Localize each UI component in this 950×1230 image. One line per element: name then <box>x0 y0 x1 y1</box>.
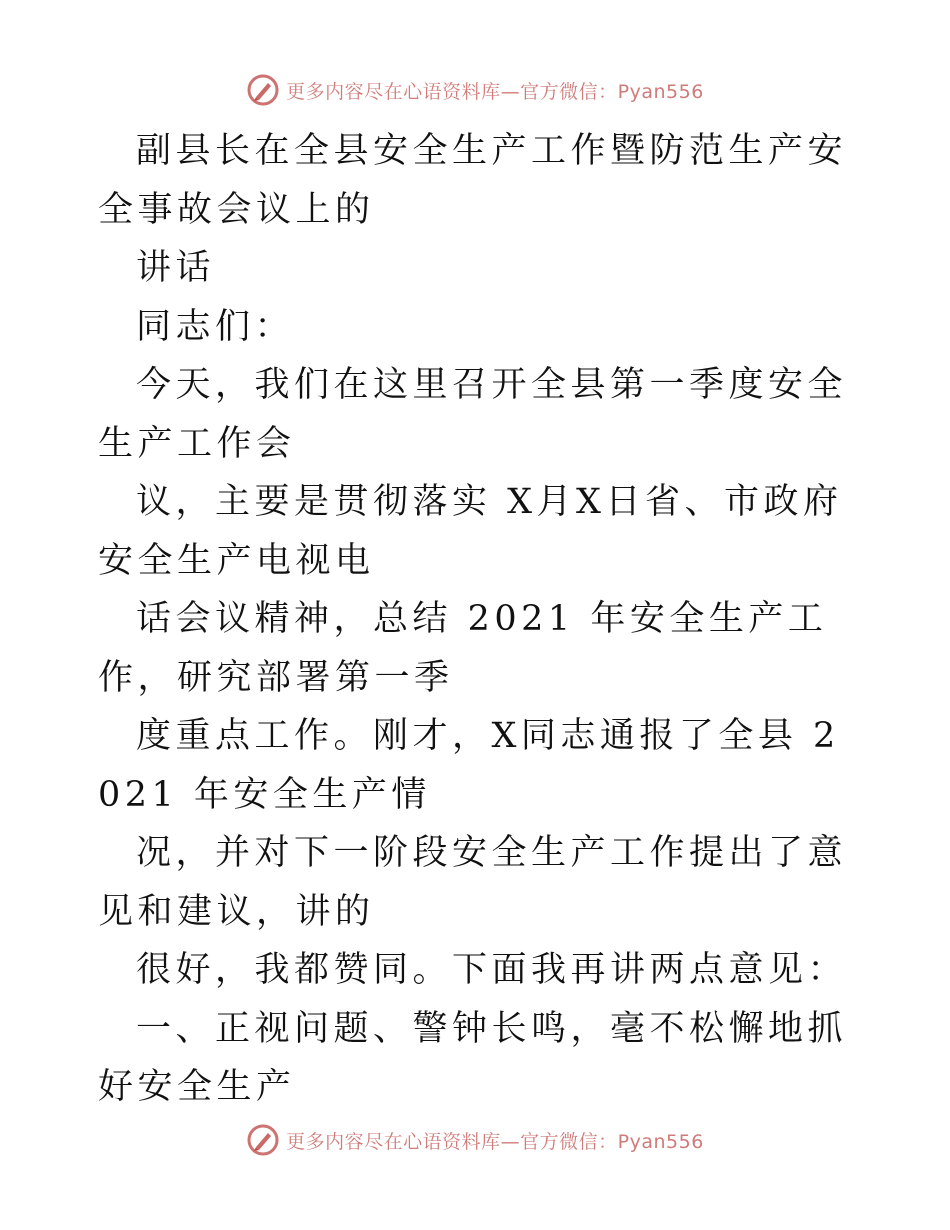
paragraph-body: 度重点工作。刚才，X同志通报了全县 2021 年安全生产情 <box>98 716 840 815</box>
pen-logo-icon <box>246 1123 280 1157</box>
paragraph-title: 副县长在全县安全生产工作暨防范生产安全事故会议上的 <box>98 131 848 230</box>
paragraph-body: 议，主要是贯彻落实 X月X日省、市政府安全生产电视电 <box>98 482 843 581</box>
paragraph-body: 况，并对下一阶段安全生产工作提出了意见和建议，讲的 <box>98 833 848 932</box>
header-watermark <box>0 70 950 110</box>
paragraph-title-cont: 讲话 <box>136 248 216 288</box>
pen-logo-icon <box>246 73 280 107</box>
watermark-text: 更多内容尽在心语资料库—官方微信：Pyan556 <box>286 80 704 103</box>
watermark-text: 更多内容尽在心语资料库—官方微信：Pyan556 <box>286 1130 704 1153</box>
footer-watermark <box>0 1120 950 1160</box>
paragraph-salutation: 同志们： <box>136 306 295 347</box>
paragraph-heading: 一、正视问题、警钟长鸣，毫不松懈地抓好安全生产 <box>98 1008 848 1107</box>
paragraph-body: 话会议精神，总结 2021 年安全生产工作，研究部署第一季 <box>98 599 828 698</box>
paragraph-body: 今天，我们在这里召开全县第一季度安全生产工作会 <box>98 365 848 464</box>
paragraph-body: 很好，我都赞同。下面我再讲两点意见： <box>136 950 848 990</box>
document-body <box>98 122 858 1117</box>
